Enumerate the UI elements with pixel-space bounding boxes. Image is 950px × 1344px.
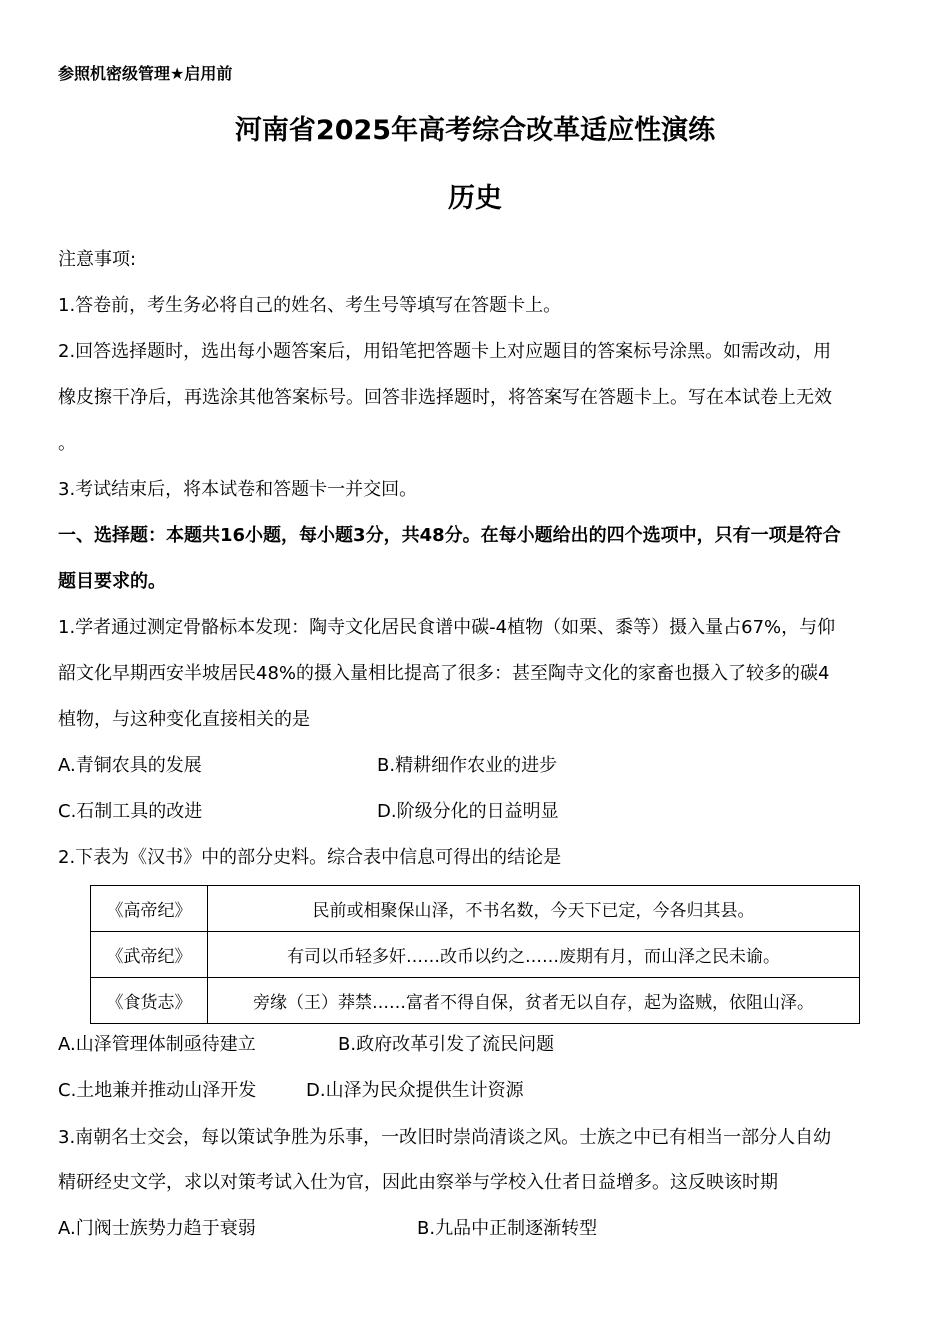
source-table <box>90 885 860 1024</box>
question-stem: 韶文化早期西安半坡居民48%的摄入量相比提高了很多：甚至陶寺文化的家畜也摄入了较多的碳4 <box>58 663 830 684</box>
table-row <box>91 932 860 978</box>
source-cell: 《高帝纪》 <box>91 886 208 932</box>
option-a: A.门阀士族势力趋于衰弱 <box>58 1218 256 1239</box>
option-b: B.九品中正制逐渐转型 <box>417 1218 598 1239</box>
text-cell: 旁缘（王）莽禁……富者不得自保，贫者无以自存，起为盗贼，依阻山泽。 <box>208 978 860 1024</box>
question-stem: 1.学者通过测定骨骼标本发现：陶寺文化居民食谱中碳-4植物（如栗、黍等）摄入量占67%，与仰 <box>58 617 836 638</box>
subject-title: 历史 <box>448 183 502 214</box>
notes-heading: 注意事项: <box>58 249 137 270</box>
question-stem: 3.南朝名士交会，每以策试争胜为乐事，一改旧时崇尚清谈之风。士族之中已有相当一部分人自幼 <box>58 1127 832 1148</box>
option-c: C.石制工具的改进 <box>58 801 203 822</box>
option-d: D.山泽为民众提供生计资源 <box>306 1080 524 1101</box>
note-item: 2.回答选择题时，选出每小题答案后，用铅笔把答题卡上对应题目的答案标号涂黑。如需改动，用 <box>58 341 832 362</box>
text-cell: 有司以币轻多奸……改币以约之……废期有月，而山泽之民未谕。 <box>208 932 860 978</box>
question-stem: 精研经史文学，求以对策考试入仕为官，因此由察举与学校入仕者日益增多。这反映该时期 <box>58 1172 778 1193</box>
option-b: B.精耕细作农业的进步 <box>377 755 558 776</box>
section-heading: 题目要求的。 <box>58 571 166 592</box>
source-cell: 《食货志》 <box>91 978 208 1024</box>
option-c: C.土地兼并推动山泽开发 <box>58 1080 257 1101</box>
note-item: 1.答卷前，考生务必将自己的姓名、考生号等填写在答题卡上。 <box>58 295 562 316</box>
question-stem: 2.下表为《汉书》中的部分史料。综合表中信息可得出的结论是 <box>58 847 562 868</box>
note-item: 。 <box>58 433 76 454</box>
option-a: A.山泽管理体制亟待建立 <box>58 1034 256 1055</box>
table-row <box>91 886 860 932</box>
exam-title: 河南省2025年高考综合改革适应性演练 <box>234 115 716 146</box>
question-stem: 植物，与这种变化直接相关的是 <box>58 709 310 730</box>
text-cell: 民前或相聚保山泽，不书名数，今天下已定，今各归其县。 <box>208 886 860 932</box>
option-d: D.阶级分化的日益明显 <box>377 801 559 822</box>
option-b: B.政府改革引发了流民问题 <box>338 1034 555 1055</box>
option-a: A.青铜农具的发展 <box>58 755 202 776</box>
table-row <box>91 978 860 1024</box>
security-label: 参照机密级管理★启用前 <box>58 64 233 83</box>
section-heading: 一、选择题：本题共16小题，每小题3分，共48分。在每小题给出的四个选项中，只有一项是符合 <box>58 525 841 546</box>
note-item: 3.考试结束后，将本试卷和答题卡一并交回。 <box>58 479 418 500</box>
note-item: 橡皮擦干净后，再选涂其他答案标号。回答非选择题时，将答案写在答题卡上。写在本试卷上无效 <box>58 387 832 408</box>
source-cell: 《武帝纪》 <box>91 932 208 978</box>
